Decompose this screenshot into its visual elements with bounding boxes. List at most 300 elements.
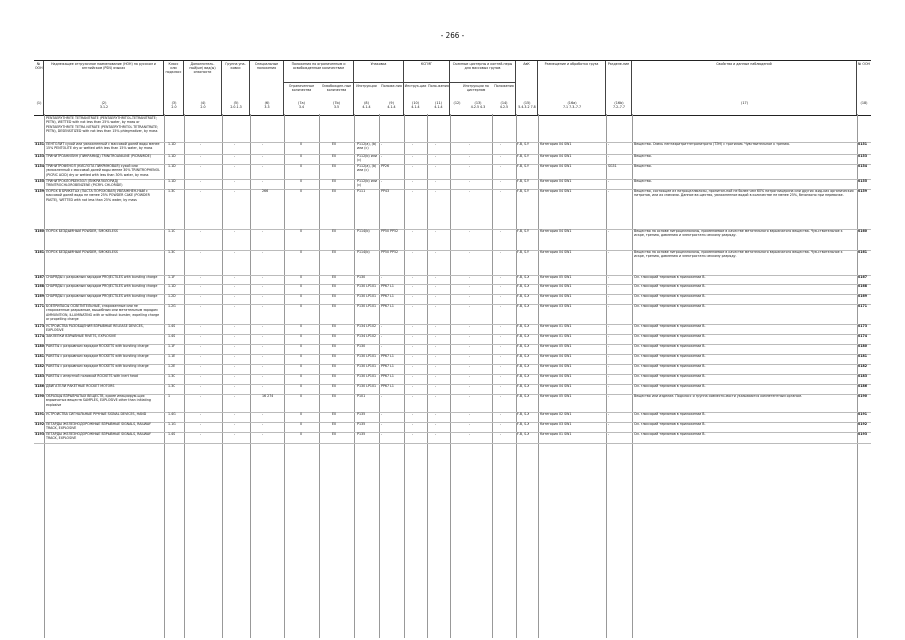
cell-pp: - [381,179,383,183]
cell-eq: E0 [332,294,337,298]
cell-lq: 0 [300,412,303,416]
cell-ems: F-B, S-X [517,394,530,398]
column-number: (8) [364,100,369,105]
cell-seg: - [608,412,610,416]
cell-cls: 1.3C [168,189,176,193]
cell-eq: E0 [332,374,337,378]
column-number: (11) [434,100,442,105]
cell-name: СНАРЯДЫ с разрывным зарядом PROJECTILES with bursting charge [46,284,158,288]
cell-eq: E0 [332,142,337,146]
table-row [34,142,871,154]
column-reference: 3.5 [333,105,340,109]
cell-stow: Категория 04 SW1 [540,250,572,254]
cell-un2: 0173 [858,324,867,328]
column-number: (16b) [614,100,624,105]
cell-ti: - [469,334,471,338]
table-row [34,394,871,412]
cell-stow: Категория 04 SW1 [540,374,572,378]
cell-ti: - [469,304,471,308]
cell-ti: - [469,275,471,279]
cell-pp: - [381,344,383,348]
cell-eq: E0 [332,384,337,388]
cell-tp: - [500,275,502,279]
cell-tp: - [500,294,502,298]
cell-stow: Категория 04 SW1 [540,284,572,288]
cell-sub: - [200,275,202,279]
cell-name: УСТРОЙСТВА РАЗОБЩЕНИЯ ВЗРЫВНЫЕ RELEASE DEVICES, EXPLOSIVE [46,324,144,333]
cell-stow: Категория 04 SW1 [540,154,572,158]
header-properties: Свойства и данные наблюдений [632,61,857,115]
header-un-end: № ООН [858,62,870,66]
cell-sp: - [262,154,264,158]
column-number: (12) [453,100,461,105]
cell-seg: - [608,294,610,298]
column-reference: 4.2.5 [499,105,509,109]
cell-un: 3171 [35,304,44,308]
cell-pg: - [234,275,236,279]
cell-ems: F-B, S-Y [517,179,529,183]
cell-ibp: - [435,294,437,298]
cell-name: PENTAERYTHRITE TETRANITRATE (PENTAERYTHRITOL-TETRANITRATE; PETN), WETTED with not less than 25% water, by mass or PENTAERYTHRITE TETRA NITRATE (PENTAERYTHRITOL TETRANITRATE; PETN), DESENSITIZED with not less than 15% phlegmatizer, by mass [46,116,159,134]
cell-seg: - [608,384,610,388]
cell-un: 3193 [35,432,44,436]
cell-cls: 1.3C [168,250,176,254]
cell-un2: 0191 [858,412,867,416]
cell-pg: - [234,304,236,308]
cell-eq: E0 [332,324,337,328]
cell-ibi: - [412,384,414,388]
column-reference: 4.1.4 [411,105,420,109]
cell-pp: PP67 L1 [381,304,394,308]
table-row [34,364,871,374]
cell-stow: Категория 05 SW1 [540,394,572,398]
cell-ti: - [469,354,471,358]
cell-rem: Вещество на основе нитроцеллюлозы, применяемое в качестве метательного взрывчатого вещества. Чув-ствительное к искре, трению, давлению и электростати-ческому разряду. [634,250,843,259]
cell-seg: - [608,344,610,348]
column-number: (16a) [567,100,577,105]
cell-sub: - [200,394,202,398]
cell-eq: E0 [332,394,337,398]
cell-sub: - [200,412,202,416]
column-number: (7b) [332,100,340,105]
cell-tp: - [500,142,502,146]
cell-cls: 1.2D [168,294,176,298]
cell-tp: - [500,284,502,288]
cell-tp: - [500,374,502,378]
cell-sub: - [200,374,202,378]
cell-pp: PP50 PP52 [381,250,399,254]
column-number: (14) [500,100,508,105]
cell-sp: - [262,422,264,426]
cell-lq: 0 [300,394,303,398]
cell-lq: 0 [300,384,303,388]
cell-ibp: - [435,179,437,183]
cell-ems: F-B, S-X [517,412,530,416]
cell-un: 3167 [35,275,44,279]
cell-un: 3182 [35,364,44,368]
cell-ibi: - [412,394,414,398]
cell-sp: 266 [262,189,269,193]
cell-un2: 0193 [858,432,867,436]
cell-cls: 1.4S [168,432,176,436]
cell-pp: - [381,412,383,416]
cell-pg: - [234,250,236,254]
cell-ti: - [469,250,471,254]
cell-ems: F-B, S-X [517,334,530,338]
cell-pi: P130 LP101 [357,284,377,288]
cell-tp: - [500,394,502,398]
header-limited: Положения по ограниченным и освобожденным количествам Ограниченные количества Освобожден-ные количества [284,61,354,115]
cell-tp: - [500,384,502,388]
cell-pg: - [234,154,236,158]
cell-tp: - [500,304,502,308]
cell-lq: 0 [300,189,303,193]
cell-ems: F-B, S-Y [517,250,529,254]
cell-sub: - [200,250,202,254]
cell-lq: 0 [300,142,303,146]
cell-seg: - [608,275,610,279]
cell-ems: F-B, S-X [517,304,530,308]
cell-ti: - [469,384,471,388]
cell-name: ПЕТАРДЫ ЖЕЛЕЗНОДОРОЖНЫЕ ВЗРЫВНЫЕ SIGNALS, RAILWAY TRACK, EXPLOSIVE [46,432,151,441]
cell-un2: 0169 [858,294,867,298]
cell-stow: Категория 01 SW1 [540,432,572,436]
column-reference: 4.1.4 [434,105,443,109]
cell-ems: F-B, S-X [517,324,530,328]
cell-pg: - [234,354,236,358]
cell-sp: - [262,284,264,288]
cell-tp: - [500,432,502,436]
column-number: (18) [860,100,868,105]
column-reference: 4.1.4 [387,105,396,109]
cell-sp: 16 274 [262,394,274,398]
column-number: (4) [200,100,206,105]
header-ems: АвК [516,61,538,115]
table-row [34,154,871,164]
cell-sub: - [200,229,202,233]
cell-seg: - [608,304,610,308]
cell-pi: P135 [357,432,366,436]
cell-ibp: - [435,142,437,146]
cell-name: ПЕНТОЛИТ сухой или увлажненный с массовой долей воды менее 15% PENTOLITE dry or wetted with less than 15% water, by mass [46,142,160,151]
cell-cls: 1.1D [168,179,176,183]
cell-ibi: - [412,304,414,308]
cell-sub: - [200,384,202,388]
cell-pg: - [234,179,236,183]
cell-tp: - [500,412,502,416]
column-reference: 4.1.4 [362,105,371,109]
cell-ibp: - [435,189,437,193]
header-un: № ООН [34,61,44,115]
cell-name: ТРИНИТРОФЕНОЛ (КИСЛОТА ПИКРИНОВАЯ) сухой или увлажненный с массовой долей воды менее 30% TRINITROPHENOL (PICRIC ACID) dry or wetted with less than 30% water, by mass [46,164,160,177]
cell-sub: - [200,284,202,288]
cell-tp: - [500,189,502,193]
cell-stow: Категория 03 SW1 [540,422,572,426]
cell-ti: - [469,374,471,378]
cell-un2: 0174 [858,334,867,338]
cell-tp: - [500,354,502,358]
cell-pp: - [381,422,383,426]
cell-sub: - [200,364,202,368]
cell-seg: - [608,142,610,146]
cell-pp: PP26 [381,164,390,168]
cell-un: 3155 [35,179,44,183]
cell-name: БОЕПРИПАСЫ ОСВЕТИТЕЛЬНЫЕ, снаряженные или не снаряженные разрывным, вышибным или метательным зарядом AMMUNITION, ILLUMINATING with or without burster, expelling charge or propelling charge [46,304,160,322]
table-row [34,344,871,354]
column-reference: 7.1 7.3–7.7 [562,105,582,109]
cell-name: СНАРЯДЫ с разрывным зарядом PROJECTILES with bursting charge [46,294,158,298]
cell-sub: - [200,154,202,158]
cell-ibp: - [435,432,437,436]
cell-ti: - [469,179,471,183]
cell-eq: E0 [332,164,337,168]
cell-ibp: - [435,344,437,348]
cell-cls: 1.1F [168,275,175,279]
cell-ibi: - [412,284,414,288]
cell-name: ЗАКЛЕПКИ ВЗРЫВНЫЕ RIVETS, EXPLOSIVE [46,334,117,338]
cell-eq: E0 [332,154,337,158]
cell-un2: 0171 [858,304,867,308]
cell-eq: E0 [332,284,337,288]
table-row [34,250,871,275]
cell-pg: - [234,324,236,328]
cell-un: 3192 [35,422,44,426]
cell-ti: - [469,394,471,398]
cell-stow: Категория 05 SW1 [540,275,572,279]
cell-lq: 0 [300,304,303,308]
cell-eq: E0 [332,344,337,348]
cell-cls: 1.3C [168,384,176,388]
cell-pg: - [234,344,236,348]
column-number: (5) [233,100,239,105]
table-row [34,354,871,364]
cell-seg: - [608,432,610,436]
cell-rem: См. глоссарий терминов в приложении В. [634,364,706,368]
cell-un2: 0190 [858,394,867,398]
cell-pi: P130 LP101 [357,304,377,308]
cell-stow: Категория 01 SW1 [540,324,572,328]
cell-cls: 1.3C [168,374,176,378]
cell-sub: - [200,422,202,426]
cell-cls: 1.1F [168,344,175,348]
cell-eq: E0 [332,412,337,416]
cell-un: 3154 [35,164,44,168]
cell-ti: - [469,294,471,298]
cell-pg: - [234,142,236,146]
cell-sp: - [262,374,264,378]
cell-tp: - [500,324,502,328]
cell-ibp: - [435,154,437,158]
cell-un2: 0160 [858,229,867,233]
cell-sub: - [200,189,202,193]
cell-rem: См. глоссарий терминов в приложении В. [634,324,706,328]
cell-rem: См. глоссарий терминов в приложении В. [634,294,706,298]
cell-un2: 0180 [858,344,867,348]
cell-tp: - [500,164,502,168]
cell-ti: - [469,422,471,426]
cell-ibi: - [412,432,414,436]
cell-rem: См. глоссарий терминов в приложении В. [634,354,706,358]
column-number: (9) [389,100,394,105]
cell-ibi: - [412,142,414,146]
cell-rem: См. глоссарий терминов в приложении В. [634,284,706,288]
cell-name: РАКЕТЫ с разрывным зарядом ROCKETS with bursting charge [46,354,149,358]
cell-pi: P111 [357,189,366,193]
cell-pi: P114(b) [357,229,370,233]
cell-sp: - [262,354,264,358]
cell-cls: 1.4S [168,324,176,328]
cell-ibi: - [412,344,414,348]
cell-ems: F-B, S-X [517,432,530,436]
column-reference: 7.2–7.7 [613,105,625,109]
cell-cls: 1.1D [168,154,176,158]
cell-ibp: - [435,275,437,279]
cell-name: СНАРЯДЫ с разрывным зарядом PROJECTILES with bursting charge [46,275,158,279]
cell-stow: Категория 04 SW1 [540,164,572,168]
cell-seg: - [608,364,610,368]
cell-ibp: - [435,334,437,338]
cell-pg: - [234,412,236,416]
cell-eq: E0 [332,304,337,308]
cell-ibp: - [435,304,437,308]
cell-rem: Вещество на основе нитроцеллюлозы, применяемое в качестве метательного взрывчатого вещества. Чув-ствительное к искре, трению, давлению и электростати-ческому разряду. [634,229,843,238]
cell-ti: - [469,164,471,168]
cell-sp: - [262,432,264,436]
cell-name: РАКЕТЫ с разрывным зарядом ROCKETS with bursting charge [46,364,149,368]
cell-un2: 0155 [858,179,867,183]
column-reference: 4.2.5 4.3 [470,105,486,109]
cell-pg: - [234,334,236,338]
table-row [34,164,871,179]
column-reference: 3.1.2 [99,105,109,109]
cell-un: 3161 [35,250,44,254]
cell-ibp: - [435,164,437,168]
header-segregation: Разделе-ние [606,61,632,115]
cell-pi: P130 [357,344,366,348]
table-row [34,432,871,443]
table-row [34,275,871,284]
cell-ems: F-B, S-Y [517,189,529,193]
cell-ibi: - [412,179,414,183]
cell-un2: 0186 [858,384,867,388]
cell-pg: - [234,164,236,168]
cell-sub: - [200,354,202,358]
cell-pi: P134 LP102 [357,324,377,328]
cell-ems: F-B, S-Y [517,154,529,158]
cell-ti: - [469,344,471,348]
table-row [34,324,871,334]
cell-un: 3160 [35,229,44,233]
cell-ti: - [469,142,471,146]
cell-lq: 0 [300,229,303,233]
cell-lq: 0 [300,344,303,348]
cell-cls: 1.1D [168,164,176,168]
header-packing-group: Группа упа-ковки [222,61,250,115]
cell-name: РАКЕТЫ с инертной головкой ROCKETS with inert head [46,374,138,378]
cell-rem: Вещество. [634,164,652,168]
column-number: (10) [411,100,419,105]
cell-ibi: - [412,294,414,298]
cell-tp: - [500,422,502,426]
cell-sub: - [200,344,202,348]
cell-un2: 0192 [858,422,867,426]
cell-seg: - [608,284,610,288]
cell-eq: E0 [332,432,337,436]
cell-ibp: - [435,412,437,416]
table-row [34,422,871,432]
cell-tp: - [500,334,502,338]
cell-pg: - [234,284,236,288]
cell-sub: - [200,304,202,308]
column-number: (7a) [298,100,305,105]
cell-name: ПОРОХ В БРИКЕТАХ (ПАСТА ПОРОХОВАЯ) УВЛАЖНЕН-НЫЙ с массовой долей воды не менее 25% POWDER CAKE (POWDER PASTE), WETTED with not less than 25% water, by mass [46,189,150,202]
cell-seg: - [608,374,610,378]
cell-cls: 1.4G [168,412,176,416]
cell-lq: 0 [300,364,303,368]
cell-pp: PP67 L1 [381,364,394,368]
cell-seg: - [608,229,610,233]
cell-cls: 1.1G [168,422,176,426]
cell-ibi: - [412,364,414,368]
header-packing: Упаковка Инструкции Положе-ния [354,61,404,115]
cell-rem: См. глоссарий терминов в приложении В. [634,432,706,436]
cell-ems: F-B, S-Y [517,229,529,233]
cell-pi: P130 [357,275,366,279]
cell-rem: См. глоссарий терминов в приложении В. [634,374,706,378]
cell-rem: Вещество. Смесь пентаэритриттетранитрата (ТЭН) с тротилом. Чувствительное к трению. [634,142,790,146]
cell-ti: - [469,229,471,233]
cell-pi: P112(b) или (c) [357,179,377,188]
header-class: Класс или подкласс [164,61,184,115]
cell-pi: P130 LP101 [357,364,377,368]
page-number: - 266 - [440,31,465,40]
cell-un2: 0182 [858,364,867,368]
cell-eq: E0 [332,422,337,426]
cell-cls: 1.1D [168,284,176,288]
cell-cls: 1.2G [168,304,176,308]
cell-pg: - [234,364,236,368]
cell-name: ПОРОХ БЕЗДЫМНЫЙ POWDER, SMOKELESS [46,250,118,254]
cell-pi: P130 LP101 [357,354,377,358]
cell-ibp: - [435,229,437,233]
column-number: (13) [474,100,482,105]
cell-rem: Вещество или изделие. Подкласс и группа совмести-мости указываются компетентным органом. [634,394,802,398]
cell-ibi: - [412,374,414,378]
cell-eq: E0 [332,334,337,338]
cell-pi: P135 [357,412,366,416]
cell-ems: F-B, S-X [517,284,530,288]
cell-ems: F-B, S-X [517,364,530,368]
cell-ti: - [469,412,471,416]
cell-pp: PP67 L1 [381,374,394,378]
cell-rem: См. глоссарий терминов в приложении В. [634,275,706,279]
cell-tp: - [500,250,502,254]
cell-pp: PP43 [381,189,390,193]
cell-eq: E0 [332,364,337,368]
cell-sp: - [262,275,264,279]
cell-lq: 0 [300,334,303,338]
cell-seg: - [608,324,610,328]
cell-pp: - [381,394,383,398]
cell-pp: PP50 PP52 [381,229,399,233]
cell-eq: E0 [332,189,337,193]
cell-lq: 0 [300,374,303,378]
column-number: (3) [171,100,177,105]
cell-sp: - [262,229,264,233]
cell-sub: - [200,179,202,183]
cell-ibp: - [435,422,437,426]
cell-stow: Категория 04 SW1 [540,229,572,233]
